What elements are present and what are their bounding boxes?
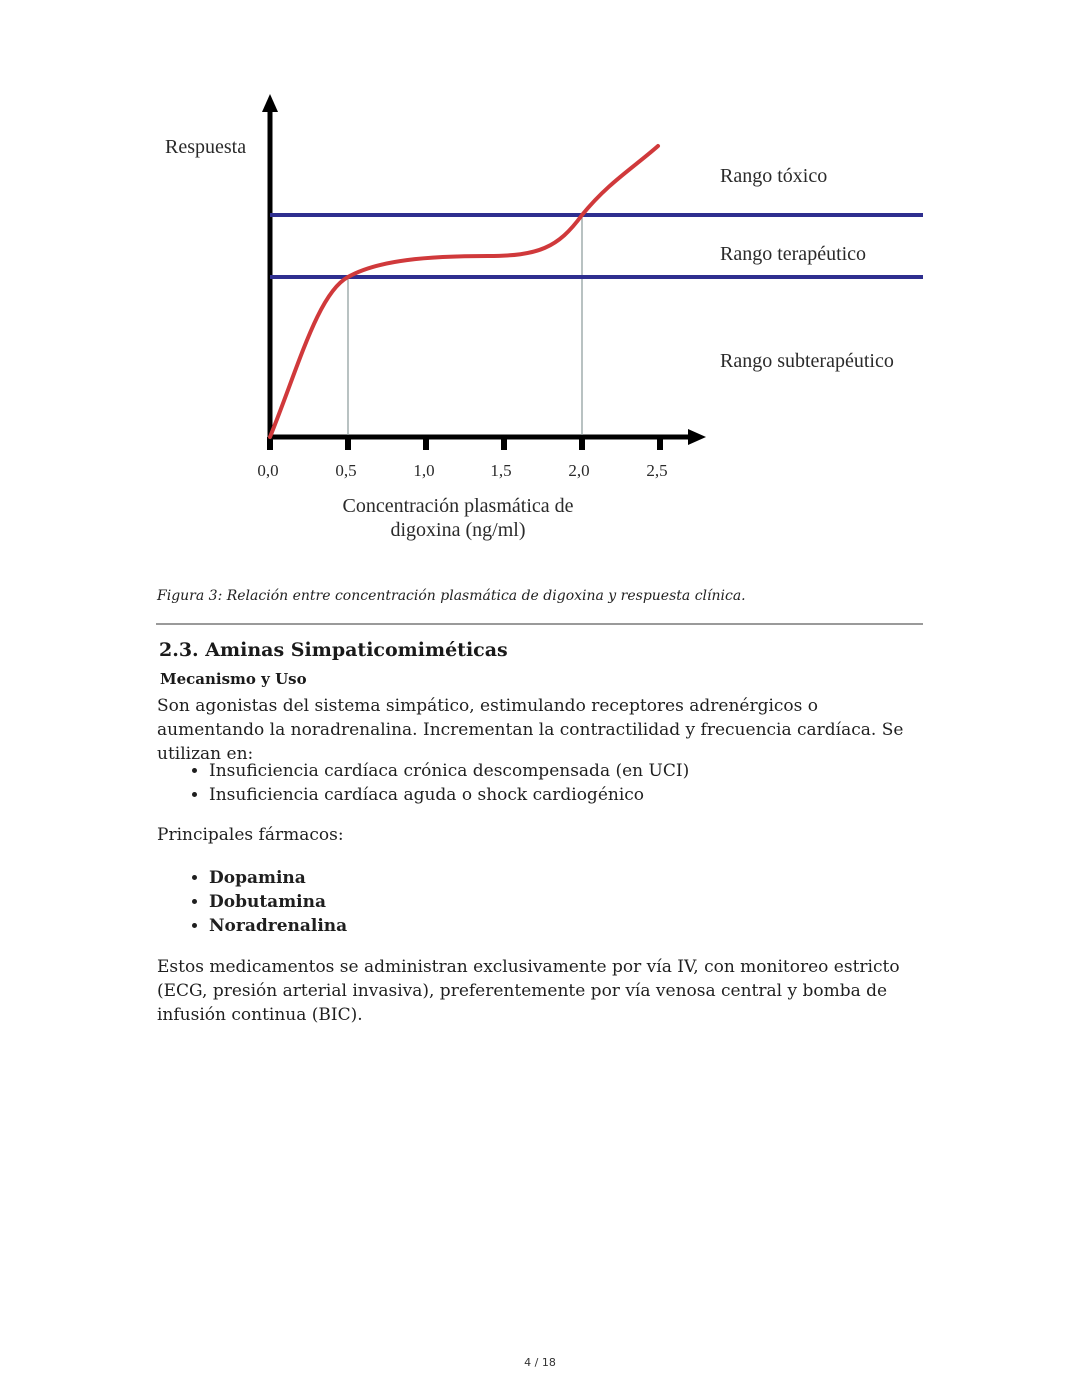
subsection-heading: Mecanismo y Uso <box>160 670 307 688</box>
section-heading: 2.3. Aminas Simpaticomiméticas <box>159 639 508 661</box>
toxic-range-label: Rango tóxico <box>720 165 828 187</box>
list-item: • Dopamina <box>209 866 347 890</box>
y-axis-arrow-icon <box>262 94 278 112</box>
x-tick-label: 1,0 <box>413 461 435 480</box>
x-axis-label-line2: digoxina (ng/ml) <box>390 519 526 541</box>
x-tick-label: 0,0 <box>257 461 279 480</box>
section-divider <box>156 623 923 625</box>
uses-list <box>157 759 689 807</box>
x-axis-label-line1: Concentración plasmática de <box>342 495 574 517</box>
digoxin-response-figure <box>158 88 923 546</box>
therapeutic-range-label: Rango terapéutico <box>720 243 867 265</box>
intro-paragraph: Son agonistas del sistema simpático, estimulando receptores adrenérgicos o aumentando la noradrenalina. Incrementan la contractilidad y frecuencia cardíaca. Se utilizan en: <box>157 696 904 764</box>
page-indicator: 4 / 18 <box>524 1356 556 1369</box>
subtherapeutic-range-label: Rango subterapéutico <box>720 350 894 372</box>
list-item: • Dobutamina <box>209 890 347 914</box>
figure-caption: Figura 3: Relación entre concentración plasmática de digoxina y respuesta clínica. <box>157 588 746 604</box>
x-tick-label: 2,5 <box>646 461 668 480</box>
list-item: • Noradrenalina <box>209 914 347 938</box>
y-axis-label: Respuesta <box>165 136 247 158</box>
list-item: • Insuficiencia cardíaca aguda o shock cardiogénico <box>209 783 689 807</box>
x-tick-label: 0,5 <box>335 461 357 480</box>
x-axis-arrow-icon <box>688 429 706 445</box>
x-tick-label: 1,5 <box>490 461 512 480</box>
drugs-list <box>157 866 347 938</box>
list-item: • Insuficiencia cardíaca crónica descompensada (en UCI) <box>209 759 689 783</box>
response-curve <box>270 146 658 437</box>
x-tick-labels <box>257 461 667 480</box>
drugs-intro: Principales fármacos: <box>157 825 344 845</box>
administration-paragraph: Estos medicamentos se administran exclusivamente por vía IV, con monitoreo estricto (ECG, presión arterial invasiva), preferentemente por vía venosa central y bomba de infusión continua (BIC). <box>157 957 900 1025</box>
digoxin-chart <box>158 88 923 546</box>
x-tick-label: 2,0 <box>568 461 590 480</box>
